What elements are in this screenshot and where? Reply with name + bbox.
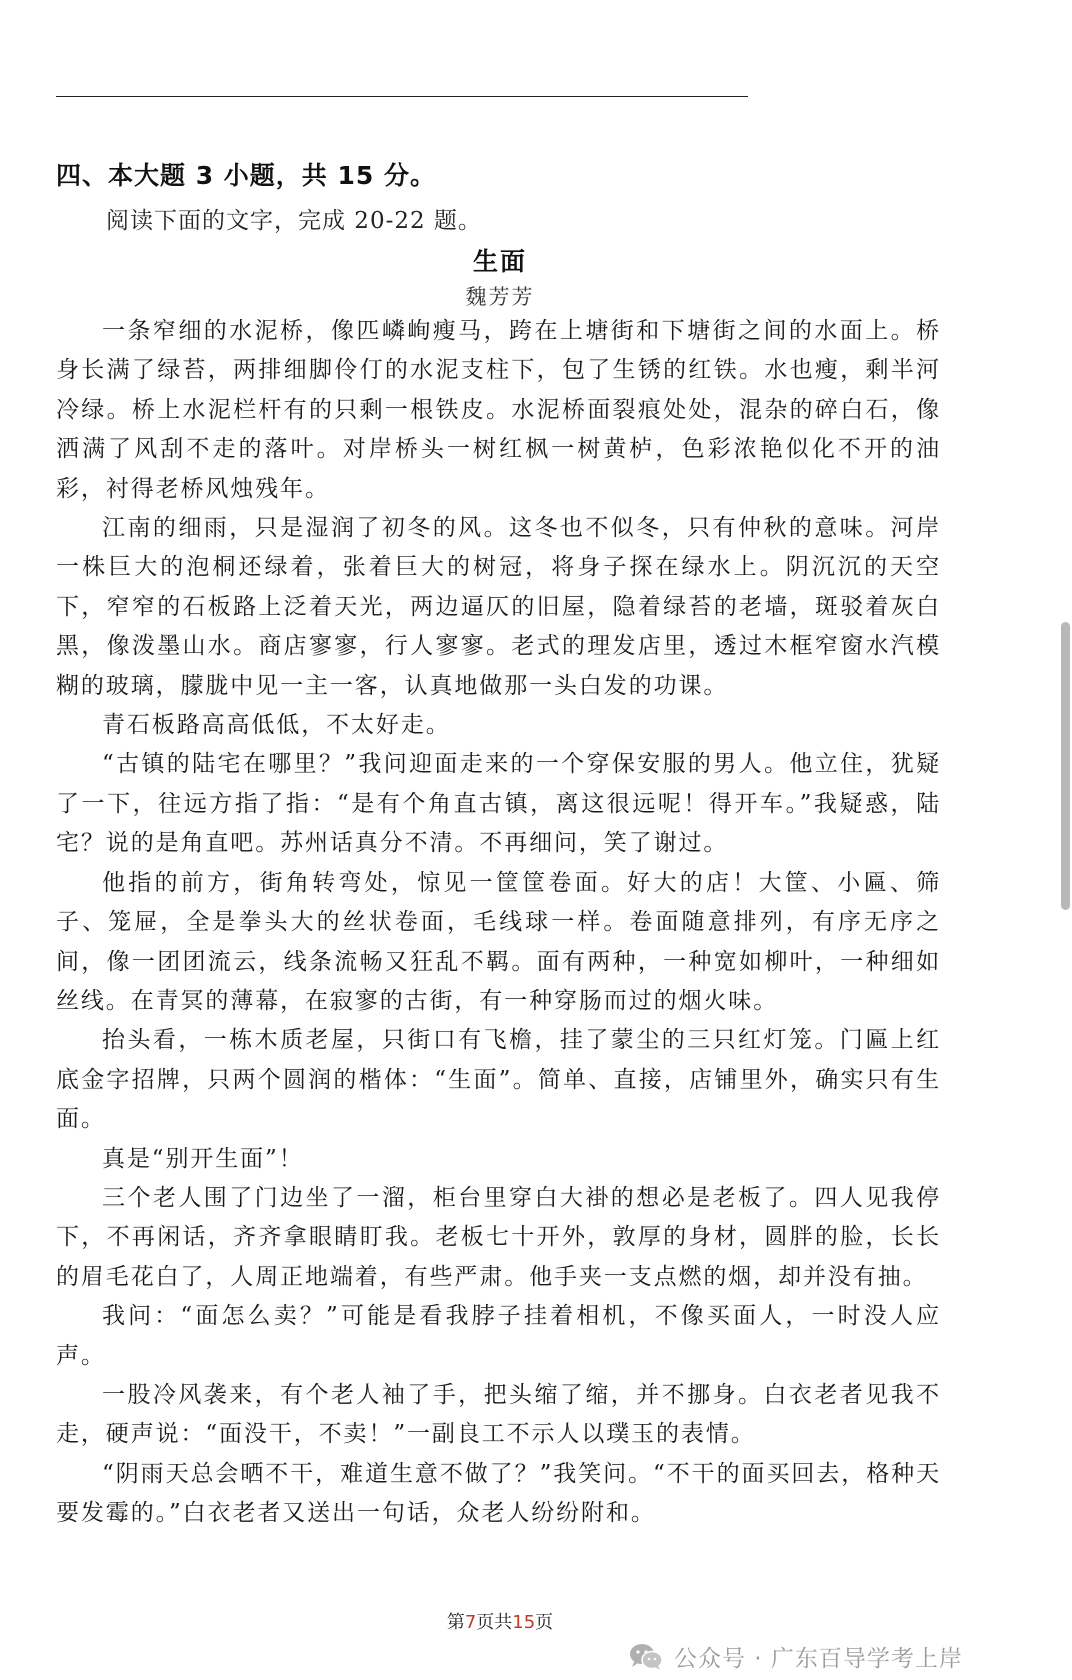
watermark-text: 公众号 · 广东百导学考上岸 [674, 1646, 963, 1672]
top-divider [56, 96, 748, 97]
page-middle: 页共 [476, 1612, 513, 1633]
page-suffix: 页 [535, 1612, 554, 1633]
page-current: 7 [464, 1612, 477, 1633]
article-paragraph: 青石板路高高低低，不太好走。 [102, 712, 451, 739]
page-prefix: 第 [446, 1612, 465, 1633]
scrollbar-thumb[interactable] [1061, 622, 1070, 910]
article-paragraph: 真是“别开生面”！ [102, 1145, 304, 1172]
article-title: 生面 [472, 247, 527, 276]
article-paragraph: “古镇的陆宅在哪里？”我问迎面走来的一个穿保安服的男人。他立住，犹疑了一下，往远方指了指：“是有个角直古镇，离这很远呢！得开车。”我疑惑，陆宅？说的是角直吧。苏州话真分不清。不再细问，笑了谢过。 [56, 751, 941, 857]
section-instruction: 阅读下面的文字，完成 20-22 题。 [106, 208, 482, 234]
article-paragraph: 抬头看，一栋木质老屋，只街口有飞檐，挂了蒙尘的三只红灯笼。门匾上红底金字招牌，只两个圆润的楷体：“生面”。简单、直接，店铺里外，确实只有生面。 [56, 1027, 941, 1133]
article-paragraph: “阴雨天总会晒不干，难道生意不做了？”我笑问。“不干的面买回去，格种天要发霉的。”白衣老者又送出一句话，众老人纷纷附和。 [56, 1460, 941, 1527]
article-paragraph: 三个老人围了门边坐了一溜，柜台里穿白大褂的想必是老板了。四人见我停下，不再闲话，齐齐拿眼睛盯我。老板七十开外，敦厚的身材，圆胖的脸，长长的眉毛花白了，人周正地端着，有些严肃。他手夹一支点燃的烟，却并没有抽。 [56, 1184, 941, 1290]
scrollbar-track[interactable] [1058, 0, 1072, 1680]
page-number [0, 1608, 1000, 1634]
article-author: 魏芳芳 [465, 285, 535, 309]
page-total: 15 [512, 1612, 536, 1633]
article-body [56, 312, 941, 1534]
wechat-icon [628, 1642, 664, 1672]
section-heading: 四、本大题 3 小题，共 15 分。 [56, 161, 437, 190]
article-paragraph: 江南的细雨，只是湿润了初冬的风。这冬也不似冬，只有仲秋的意味。河岸一株巨大的泡桐还绿着，张着巨大的树冠，将身子探在绿水上。阴沉沉的天空下，窄窄的石板路上泛着天光，两边逼仄的旧屋，隐着绿苔的老墙，斑驳着灰白黑，像泼墨山水。商店寥寥，行人寥寥。老式的理发店里，透过木框窄窗水汽模糊的玻璃，朦胧中见一主一客，认真地做那一头白发的功课。 [56, 515, 941, 699]
article-paragraph: 我问：“面怎么卖？”可能是看我脖子挂着相机，不像买面人，一时没人应声。 [56, 1303, 941, 1369]
article-paragraph: 一股冷风袭来，有个老人袖了手，把头缩了缩，并不挪身。白衣老者见我不走，硬声说：“面没干，不卖！”一副良工不示人以璞玉的表情。 [56, 1381, 941, 1448]
watermark [628, 1640, 963, 1673]
article-paragraph: 他指的前方，街角转弯处，惊见一筐筐卷面。好大的店！大筐、小匾、筛子、笼屉，全是拳头大的丝状卷面，毛线球一样。卷面随意排列，有序无序之间，像一团团流云，线条流畅又狂乱不羁。面有两种，一种宽如柳叶，一种细如丝线。在青冥的薄幕，在寂寥的古街，有一种穿肠而过的烟火味。 [56, 869, 941, 1014]
article-paragraph: 一条窄细的水泥桥，像匹嶙峋瘦马，跨在上塘街和下塘街之间的水面上。桥身长满了绿苔，两排细脚伶仃的水泥支柱下，包了生锈的红铁。水也瘦，剩半河冷绿。桥上水泥栏杆有的只剩一根铁皮。水泥桥面裂痕处处，混杂的碎白石，像洒满了风刮不走的落叶。对岸桥头一树红枫一树黄栌，色彩浓艳似化不开的油彩，衬得老桥风烛残年。 [56, 318, 941, 502]
